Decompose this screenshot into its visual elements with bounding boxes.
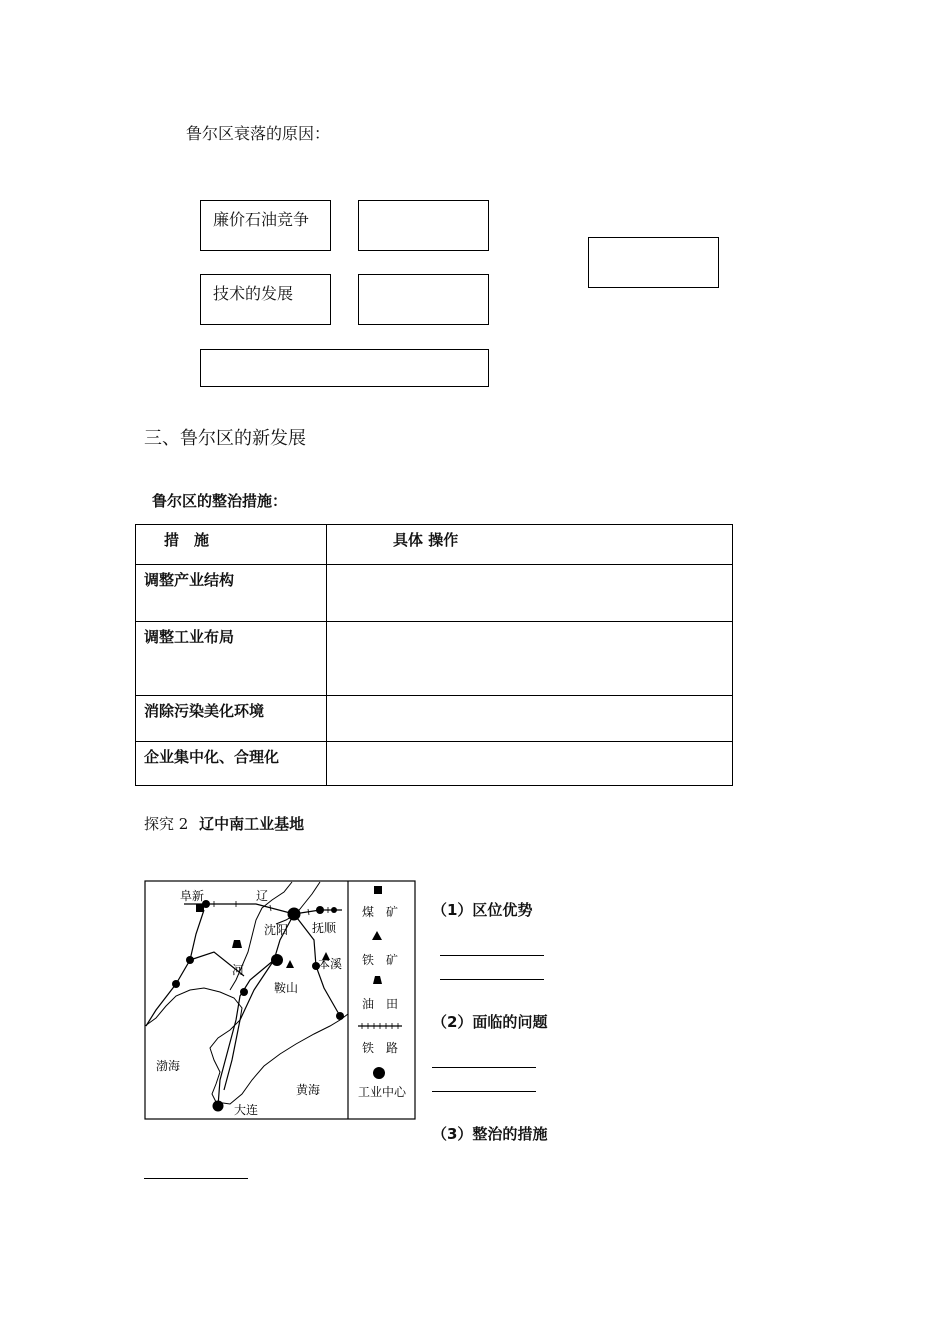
section-three-heading: 三、鲁尔区的新发展 (144, 428, 306, 449)
ruhr-decline-heading: 鲁尔区衰落的原因： (186, 124, 331, 143)
row-input[interactable] (327, 622, 733, 696)
question-1: （1）区位优势 (432, 901, 533, 919)
row-input[interactable] (327, 565, 733, 622)
box-blank-result[interactable] (588, 237, 719, 288)
answer-line[interactable] (440, 955, 544, 956)
map-label-dalian: 大连 (234, 1103, 259, 1117)
map-label-huanghai: 黄海 (296, 1083, 321, 1097)
box-blank-wide[interactable] (200, 349, 489, 387)
question-3: （3）整治的措施 (432, 1125, 548, 1143)
row-input[interactable] (327, 696, 733, 742)
legend-industry-center-icon (373, 1067, 385, 1079)
measures-subheading: 鲁尔区的整治措施： (152, 492, 288, 510)
measures-table (135, 524, 733, 786)
inquiry2-title: 辽中南工业基地 (199, 815, 305, 833)
map-label-anshan: 鞍山 (274, 981, 299, 995)
inquiry2-prefix: 探究 2 (144, 815, 189, 833)
map-label-he: 河 (232, 963, 245, 977)
answer-line[interactable] (432, 1067, 536, 1068)
answer-line[interactable] (432, 1091, 536, 1092)
liaozhongnan-map (144, 880, 416, 1120)
box-cheap-oil (200, 200, 331, 251)
legend-railway-label: 铁 路 (362, 1041, 399, 1055)
header-operations: 具体 操作 (327, 525, 733, 565)
map-label-fuxin: 阜新 (180, 889, 205, 903)
row-label: 调整工业布局 (136, 622, 327, 696)
box-technology (200, 274, 331, 325)
row-label: 企业集中化、合理化 (136, 742, 327, 786)
box-blank-2[interactable] (358, 274, 489, 325)
answer-line[interactable] (144, 1178, 248, 1179)
map-label-liao: 辽 (256, 889, 269, 903)
map-label-benxi: 本溪 (318, 957, 343, 971)
legend-industry-center-label: 工业中心 (358, 1085, 407, 1099)
map-label-fushun: 抚顺 (312, 921, 337, 935)
legend-oil-label: 油 田 (362, 997, 399, 1011)
legend-coal-icon (374, 886, 382, 894)
inquiry2-heading (144, 814, 304, 834)
map-label-bohai: 渤海 (156, 1059, 181, 1073)
box-cheap-oil-label: 廉价石油竞争 (213, 210, 310, 229)
row-input[interactable] (327, 742, 733, 786)
header-measures: 措 施 (136, 525, 327, 565)
box-technology-label: 技术的发展 (213, 284, 294, 303)
question-2: （2）面临的问题 (432, 1013, 548, 1031)
legend-iron-label: 铁 矿 (362, 953, 399, 967)
answer-line[interactable] (440, 979, 544, 980)
row-label: 调整产业结构 (136, 565, 327, 622)
map-label-shenyang: 沈阳 (264, 923, 289, 937)
row-label: 消除污染美化环境 (136, 696, 327, 742)
box-blank-1[interactable] (358, 200, 489, 251)
legend-coal-label: 煤 矿 (362, 905, 399, 919)
